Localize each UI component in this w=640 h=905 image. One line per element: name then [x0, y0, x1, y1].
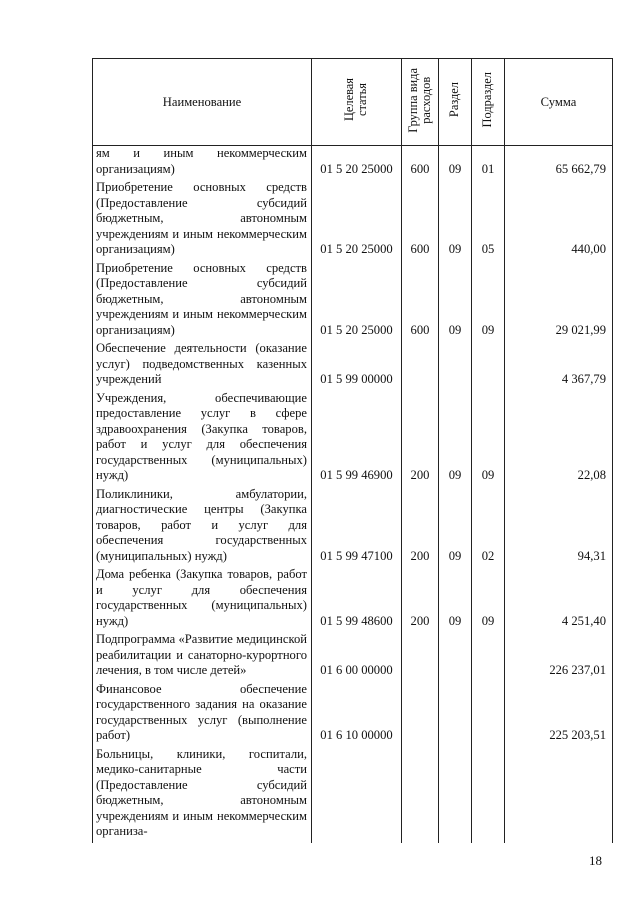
table-row	[93, 341, 613, 391]
table-row	[93, 146, 613, 181]
row-article: 01 6 00 00000	[312, 632, 402, 682]
row-name: Дома ребенка (Закупка товаров, работ и услуг для обеспечения государственных (муниципальных) нужд)	[93, 567, 312, 632]
row-amount	[505, 747, 613, 843]
row-amount: 4 367,79	[505, 341, 613, 391]
row-article: 01 5 99 47100	[312, 487, 402, 568]
header-section-label: Раздел	[447, 82, 462, 118]
row-article	[312, 747, 402, 843]
row-section: 09	[439, 487, 472, 568]
table-body	[93, 146, 613, 843]
row-section	[439, 632, 472, 682]
row-subsection	[472, 632, 505, 682]
row-subsection	[472, 682, 505, 747]
row-article: 01 5 20 25000	[312, 180, 402, 261]
row-section	[439, 341, 472, 391]
row-name: Поликлиники, амбулатории, диагностические центры (Закупка товаров, работ и услуг для обеспечения государственных (муниципальных) нужд)	[93, 487, 312, 568]
header-target-article	[312, 59, 402, 146]
table-row	[93, 747, 613, 843]
row-name: Подпрограмма «Развитие медицинской реабилитации и санаторно-курортного лечения, в том числе детей»	[93, 632, 312, 682]
row-article: 01 5 20 25000	[312, 261, 402, 342]
row-subsection: 02	[472, 487, 505, 568]
header-name	[93, 59, 312, 146]
row-section	[439, 682, 472, 747]
row-article: 01 5 99 48600	[312, 567, 402, 632]
row-name: Финансовое обеспечение государственного задания на оказание государственных услуг (выполнение работ)	[93, 682, 312, 747]
table-row	[93, 682, 613, 747]
table-row	[93, 487, 613, 568]
table-header	[93, 59, 613, 146]
row-amount: 440,00	[505, 180, 613, 261]
row-name: Учреждения, обеспечивающие предоставление услуг в сфере здравоохранения (Закупка товаров, работ и услуг для обеспечения государственных (муниципальных) нужд)	[93, 391, 312, 487]
header-expense-group-label: Группа вида расходов	[405, 67, 433, 133]
row-name: Приобретение основных средств (Предоставление субсидий бюджетным, автономным учреждениям и иным некоммерческим организациям)	[93, 180, 312, 261]
table-row	[93, 261, 613, 342]
row-section: 09	[439, 180, 472, 261]
header-subsection-label: Подраздел	[480, 72, 495, 128]
row-subsection: 05	[472, 180, 505, 261]
row-name: Больницы, клиники, госпитали, медико-санитарные части (Предоставление субсидий бюджетным, автономным учреждениям и иным некоммерческим организа-	[93, 747, 312, 843]
header-expense-group	[402, 59, 439, 146]
header-amount	[505, 59, 613, 146]
row-group: 600	[402, 146, 439, 181]
row-group: 600	[402, 261, 439, 342]
table-row	[93, 180, 613, 261]
row-amount: 65 662,79	[505, 146, 613, 181]
row-section: 09	[439, 391, 472, 487]
row-group: 200	[402, 487, 439, 568]
row-amount: 4 251,40	[505, 567, 613, 632]
row-article: 01 6 10 00000	[312, 682, 402, 747]
row-subsection: 09	[472, 567, 505, 632]
row-amount: 29 021,99	[505, 261, 613, 342]
row-subsection: 09	[472, 261, 505, 342]
row-subsection: 01	[472, 146, 505, 181]
row-group: 600	[402, 180, 439, 261]
header-name-label: Наименование	[162, 94, 242, 109]
row-subsection	[472, 341, 505, 391]
row-amount: 226 237,01	[505, 632, 613, 682]
row-section: 09	[439, 567, 472, 632]
row-group	[402, 747, 439, 843]
row-name: ям и иным некоммерческим организациям)	[93, 146, 312, 181]
row-group: 200	[402, 567, 439, 632]
row-amount: 22,08	[505, 391, 613, 487]
row-section: 09	[439, 261, 472, 342]
header-subsection	[472, 59, 505, 146]
row-subsection: 09	[472, 391, 505, 487]
row-subsection	[472, 747, 505, 843]
row-group	[402, 682, 439, 747]
row-group	[402, 341, 439, 391]
header-target-article-label: Целевая статья	[342, 78, 370, 122]
header-amount-label: Сумма	[540, 94, 577, 109]
header-section	[439, 59, 472, 146]
row-article: 01 5 99 46900	[312, 391, 402, 487]
row-amount: 94,31	[505, 487, 613, 568]
row-article: 01 5 99 00000	[312, 341, 402, 391]
row-name: Приобретение основных средств (Предоставление субсидий бюджетным, автономным учреждениям и иным некоммерческим организациям)	[93, 261, 312, 342]
budget-table	[92, 58, 613, 843]
row-group: 200	[402, 391, 439, 487]
row-name: Обеспечение деятельности (оказание услуг) подведомственных казенных учреждений	[93, 341, 312, 391]
table-row	[93, 567, 613, 632]
row-amount: 225 203,51	[505, 682, 613, 747]
table-row	[93, 391, 613, 487]
row-section: 09	[439, 146, 472, 181]
table-row	[93, 632, 613, 682]
row-article: 01 5 20 25000	[312, 146, 402, 181]
row-section	[439, 747, 472, 843]
page-number: 18	[589, 853, 602, 868]
row-group	[402, 632, 439, 682]
